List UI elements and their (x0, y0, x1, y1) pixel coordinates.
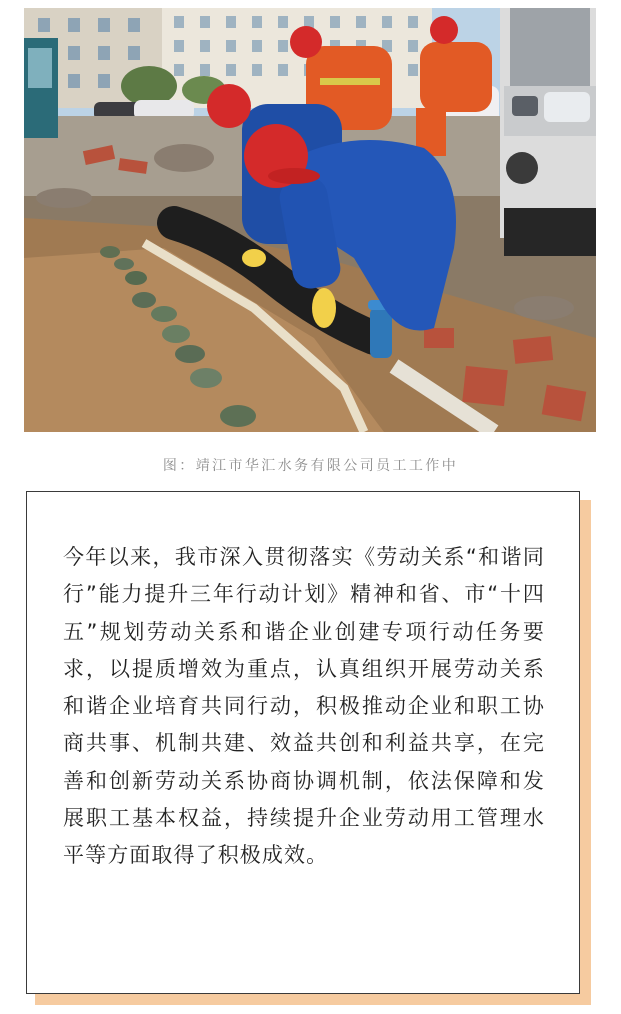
article-card (26, 491, 580, 994)
article-photo (24, 8, 596, 432)
photo-illustration (24, 8, 596, 432)
photo-caption: 图：靖江市华汇水务有限公司员工工作中 (162, 458, 459, 474)
article-paragraph: 今年以来，我市深入贯彻落实《劳动关系“和谐同行”能力提升三年行动计划》精神和省、市“十四五”规划劳动关系和谐企业创建专项行动任务要求，以提质增效为重点，认真组织开展劳动关系和谐企业培育共同行动，积极推动企业和职工协商共事、机制共建、效益共创和利益共享，在完善和创新劳动关系协商协调机制，依法保障和发展职工基本权益，持续提升企业劳动用工管理水平等方面取得了积极成效。 (63, 545, 545, 868)
